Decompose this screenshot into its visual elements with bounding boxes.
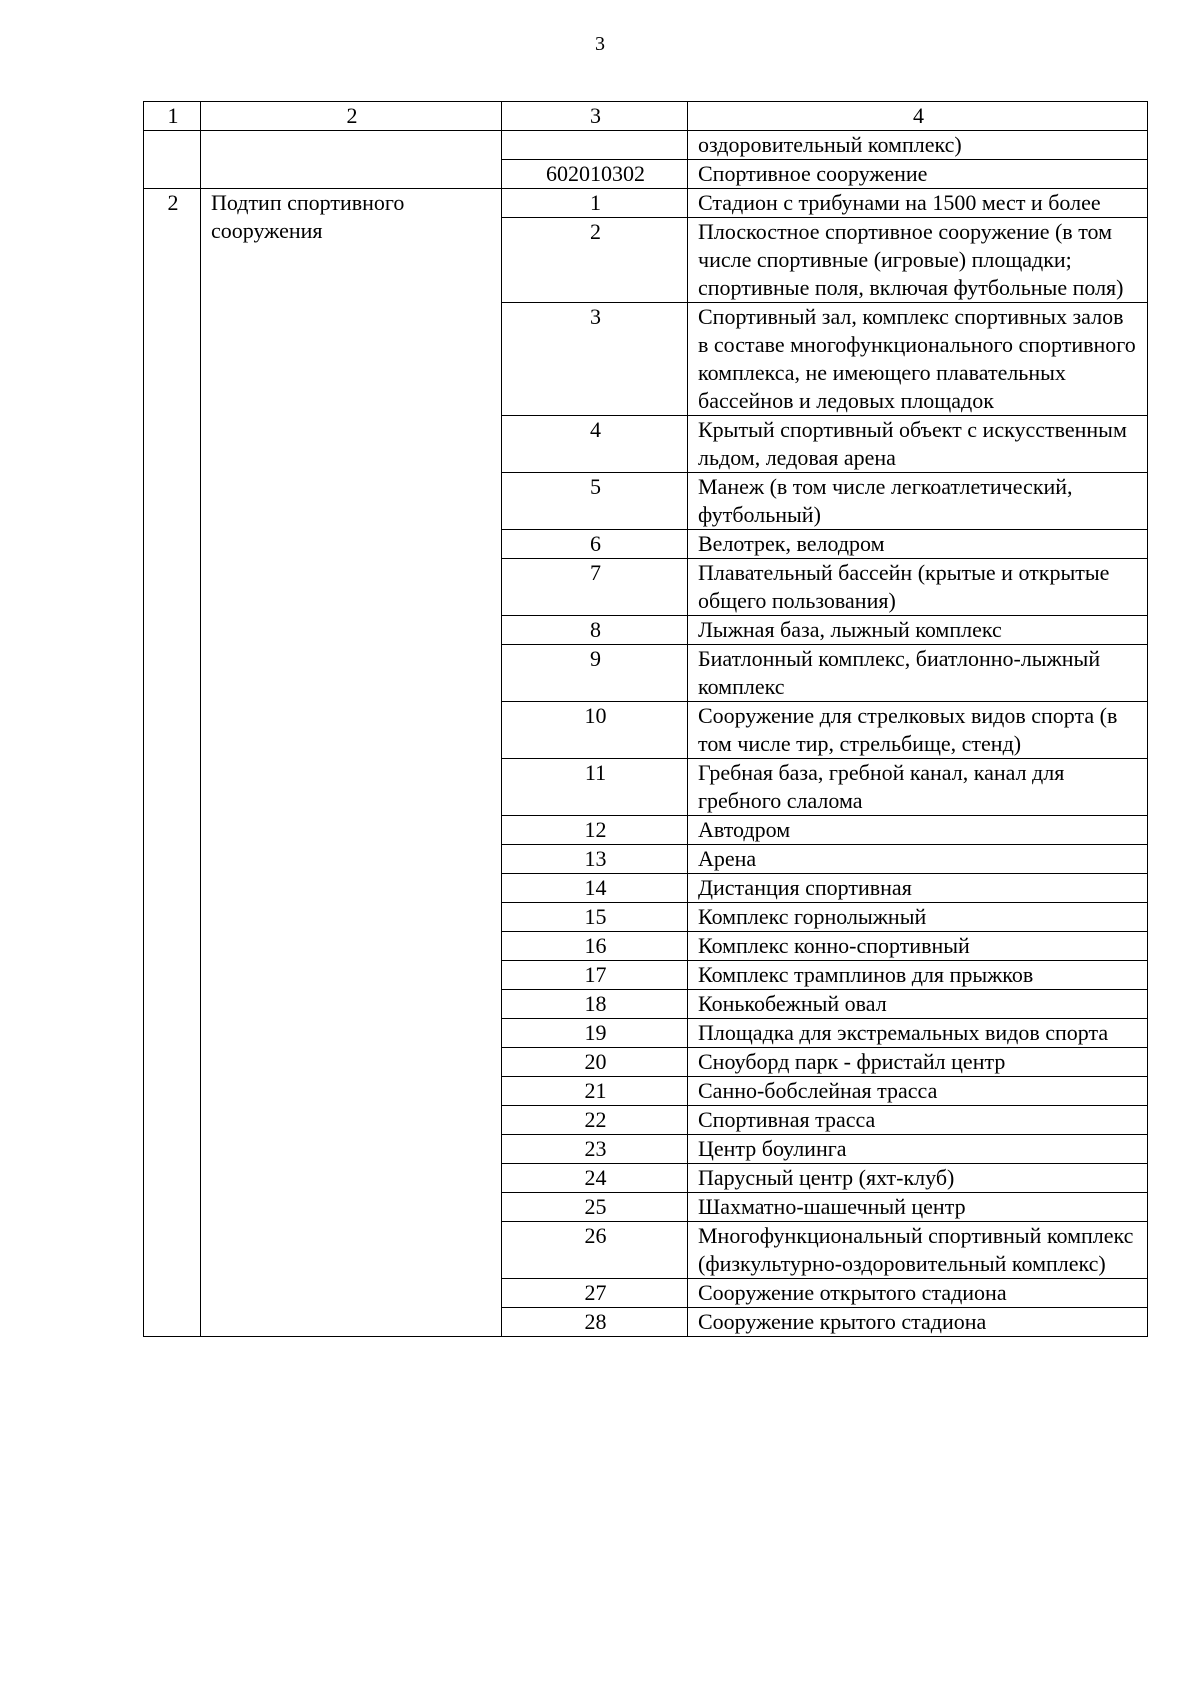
row-code: 26 bbox=[502, 1222, 688, 1279]
row-name: Сооружение для стрелковых видов спорта (в том числе тир, стрельбище, стенд) bbox=[688, 702, 1148, 759]
row-code: 17 bbox=[502, 961, 688, 990]
row-name: Манеж (в том числе легкоатлетический, футбольный) bbox=[688, 473, 1148, 530]
row-name: Гребная база, гребной канал, канал для гребного слалома bbox=[688, 759, 1148, 816]
row-name: Сооружение открытого стадиона bbox=[688, 1279, 1148, 1308]
row-code: 13 bbox=[502, 845, 688, 874]
row-name: Комплекс конно-спортивный bbox=[688, 932, 1148, 961]
row-name: Лыжная база, лыжный комплекс bbox=[688, 616, 1148, 645]
row-code: 14 bbox=[502, 874, 688, 903]
page-number: 3 bbox=[595, 33, 605, 55]
row-name: Санно-бобслейная трасса bbox=[688, 1077, 1148, 1106]
row-code: 21 bbox=[502, 1077, 688, 1106]
row-name: оздоровительный комплекс) bbox=[688, 131, 1148, 160]
row-code: 6 bbox=[502, 530, 688, 559]
row-code: 8 bbox=[502, 616, 688, 645]
row-code: 22 bbox=[502, 1106, 688, 1135]
row-name: Сооружение крытого стадиона bbox=[688, 1308, 1148, 1337]
group-title: Подтип спортивного сооружения bbox=[201, 189, 502, 1337]
row-name: Дистанция спортивная bbox=[688, 874, 1148, 903]
row-name: Сноуборд парк - фристайл центр bbox=[688, 1048, 1148, 1077]
row-name: Многофункциональный спортивный комплекс (физкультурно-оздоровительный комплекс) bbox=[688, 1222, 1148, 1279]
row-name: Центр боулинга bbox=[688, 1135, 1148, 1164]
row-name: Крытый спортивный объект с искусственным льдом, ледовая арена bbox=[688, 416, 1148, 473]
row-name: Парусный центр (яхт-клуб) bbox=[688, 1164, 1148, 1193]
table-row bbox=[144, 189, 1148, 218]
row-code: 23 bbox=[502, 1135, 688, 1164]
row-name: Спортивная трасса bbox=[688, 1106, 1148, 1135]
row-name: Спортивный зал, комплекс спортивных залов в составе многофункционального спортивного комплекса, не имеющего плавательных бассейнов и ледовых площадок bbox=[688, 303, 1148, 416]
row-name: Биатлонный комплекс, биатлонно-лыжный комплекс bbox=[688, 645, 1148, 702]
row-code: 12 bbox=[502, 816, 688, 845]
row-code: 24 bbox=[502, 1164, 688, 1193]
continuation-number-cell bbox=[144, 131, 201, 189]
continuation-title-cell bbox=[201, 131, 502, 189]
row-code: 10 bbox=[502, 702, 688, 759]
row-code: 3 bbox=[502, 303, 688, 416]
row-code: 18 bbox=[502, 990, 688, 1019]
row-code: 7 bbox=[502, 559, 688, 616]
row-name: Велотрек, велодром bbox=[688, 530, 1148, 559]
row-code: 4 bbox=[502, 416, 688, 473]
row-code: 28 bbox=[502, 1308, 688, 1337]
row-name: Плоскостное спортивное сооружение (в том числе спортивные (игровые) площадки; спортивные поля, включая футбольные поля) bbox=[688, 218, 1148, 303]
row-name: Арена bbox=[688, 845, 1148, 874]
row-code: 5 bbox=[502, 473, 688, 530]
row-name: Плавательный бассейн (крытые и открытые общего пользования) bbox=[688, 559, 1148, 616]
row-code: 27 bbox=[502, 1279, 688, 1308]
row-name: Площадка для экстремальных видов спорта bbox=[688, 1019, 1148, 1048]
row-name: Комплекс трамплинов для прыжков bbox=[688, 961, 1148, 990]
column-header-2: 2 bbox=[201, 102, 502, 131]
column-header-1: 1 bbox=[144, 102, 201, 131]
row-code: 20 bbox=[502, 1048, 688, 1077]
row-code: 9 bbox=[502, 645, 688, 702]
table-header-row bbox=[144, 102, 1148, 131]
row-name: Конькобежный овал bbox=[688, 990, 1148, 1019]
table-row bbox=[144, 131, 1148, 160]
row-code: 602010302 bbox=[502, 160, 688, 189]
row-name: Спортивное сооружение bbox=[688, 160, 1148, 189]
row-name: Комплекс горнолыжный bbox=[688, 903, 1148, 932]
classification-table bbox=[143, 101, 1148, 1337]
row-code: 15 bbox=[502, 903, 688, 932]
row-code bbox=[502, 131, 688, 160]
column-header-3: 3 bbox=[502, 102, 688, 131]
row-name: Автодром bbox=[688, 816, 1148, 845]
row-code: 19 bbox=[502, 1019, 688, 1048]
column-header-4: 4 bbox=[688, 102, 1148, 131]
row-code: 1 bbox=[502, 189, 688, 218]
row-name: Стадион с трибунами на 1500 мест и более bbox=[688, 189, 1148, 218]
row-name: Шахматно-шашечный центр bbox=[688, 1193, 1148, 1222]
row-code: 11 bbox=[502, 759, 688, 816]
row-code: 25 bbox=[502, 1193, 688, 1222]
group-number: 2 bbox=[144, 189, 201, 1337]
row-code: 2 bbox=[502, 218, 688, 303]
row-code: 16 bbox=[502, 932, 688, 961]
